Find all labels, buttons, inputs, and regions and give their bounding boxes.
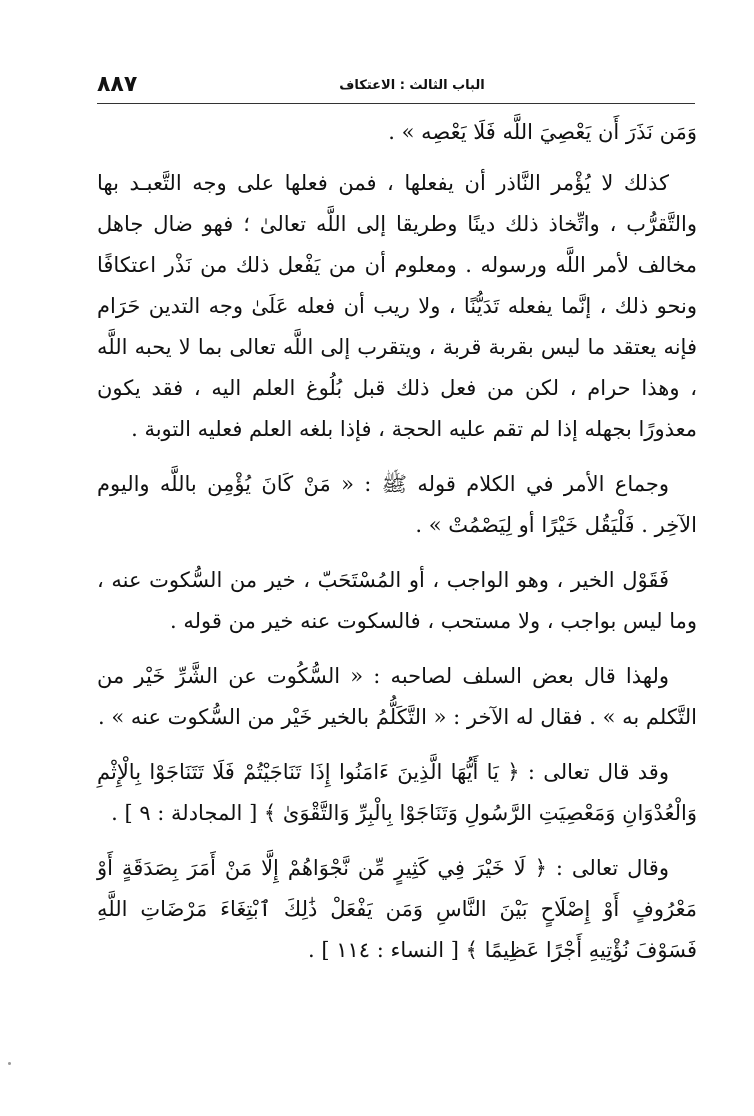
paragraph-good-speech: فَقَوْل الخير ، وهو الواجب ، أو المُسْتَحَبّ ، خير من السُّكوت عنه ، وما ليس بواجب ، ولا مستحب ، فالسكوت عنه خير من قوله . [97, 568, 697, 633]
paragraph-vow-ruling: كذلك لا يُؤْمر النَّاذر أن يفعلها ، فمن فعلها على وجه التَّعبـد بها والتَّقرُّب ، واتِّخاذ ذلك دينًا وطريقا إلى اللَّه تعالىٰ ؛ فهو ضال جاهل مخالف لأمر اللَّه ورسوله . ومعلوم أن من يَفْعل ذلك من نَذْر اعتكافًا ونحو ذلك ، إنَّما يفعله تَدَيُّنًا ، ولا ريب أن فعله عَلَىٰ وجه التدين حَرَام فإنه يعتقد ما ليس بقربة قربة ، ويتقرب إلى اللَّه تعالى بما لا يحبه اللَّه ، وهذا حرام ، لكن من فعل ذلك قبل بُلُوغ العلم اليه ، فقد يكون معذورًا بجهله إذا لم تقم عليه الحجة ، فإذا بلغه العلم فعليه التوبة . [97, 171, 697, 441]
paragraph-quran-nisa: وقال تعالى : ﴿ لَا خَيْرَ فِي كَثِيرٍ مِّن نَّجْوَاهُمْ إِلَّا مَنْ أَمَرَ بِصَدَقَةٍ أَوْ مَعْرُوفٍ أَوْ إِصْلَاحٍ بَيْنَ النَّاسِ وَمَن يَفْعَلْ ذَٰلِكَ ٱبْتِغَاءَ مَرْضَاتِ اللَّهِ فَسَوْفَ نُؤْتِيهِ أَجْرًا عَظِيمًا ﴾ [ النساء : ١١٤ ] . [97, 856, 697, 962]
scan-speck [8, 1062, 11, 1065]
header-divider [97, 103, 695, 104]
page-header [97, 72, 697, 102]
paragraph-speech-hadith: وجماع الأمر في الكلام قوله ﷺ : « مَنْ كَانَ يُؤْمِن باللَّه واليوم الآخِر . فَلْيَقُل خَيْرًا أو لِيَصْمُتْ » . [97, 472, 697, 537]
body-text [97, 112, 697, 971]
page-number: ٨٨٧ [97, 72, 138, 97]
paragraph-quran-mujadala: وقد قال تعالى : ﴿ يَا أَيُّهَا الَّذِينَ ءَامَنُوا إِذَا تَنَاجَيْتُمْ فَلَا تَتَنَاجَوْا بِالْإِثْمِ وَالْعُدْوَانِ وَمَعْصِيَتِ الرَّسُولِ وَتَنَاجَوْا بِالْبِرِّ وَالتَّقْوَىٰ ﴾ [ المجادلة : ٩ ] . [97, 760, 697, 825]
paragraph-salaf-saying: ولهذا قال بعض السلف لصاحبه : « السُّكُوت عن الشَّرِّ خَيْر من التَّكلم به » . فقال له الآخر : « التَّكَلُّمُ بالخير خَيْر من السُّكوت عنه » . [97, 664, 697, 729]
paragraph-hadith-end: وَمَن نَذَرَ أَن يَعْصِيَ اللَّه فَلَا يَعْصِه » . [388, 120, 697, 144]
running-title: الباب الثالث : الاعتكاف [339, 78, 485, 93]
